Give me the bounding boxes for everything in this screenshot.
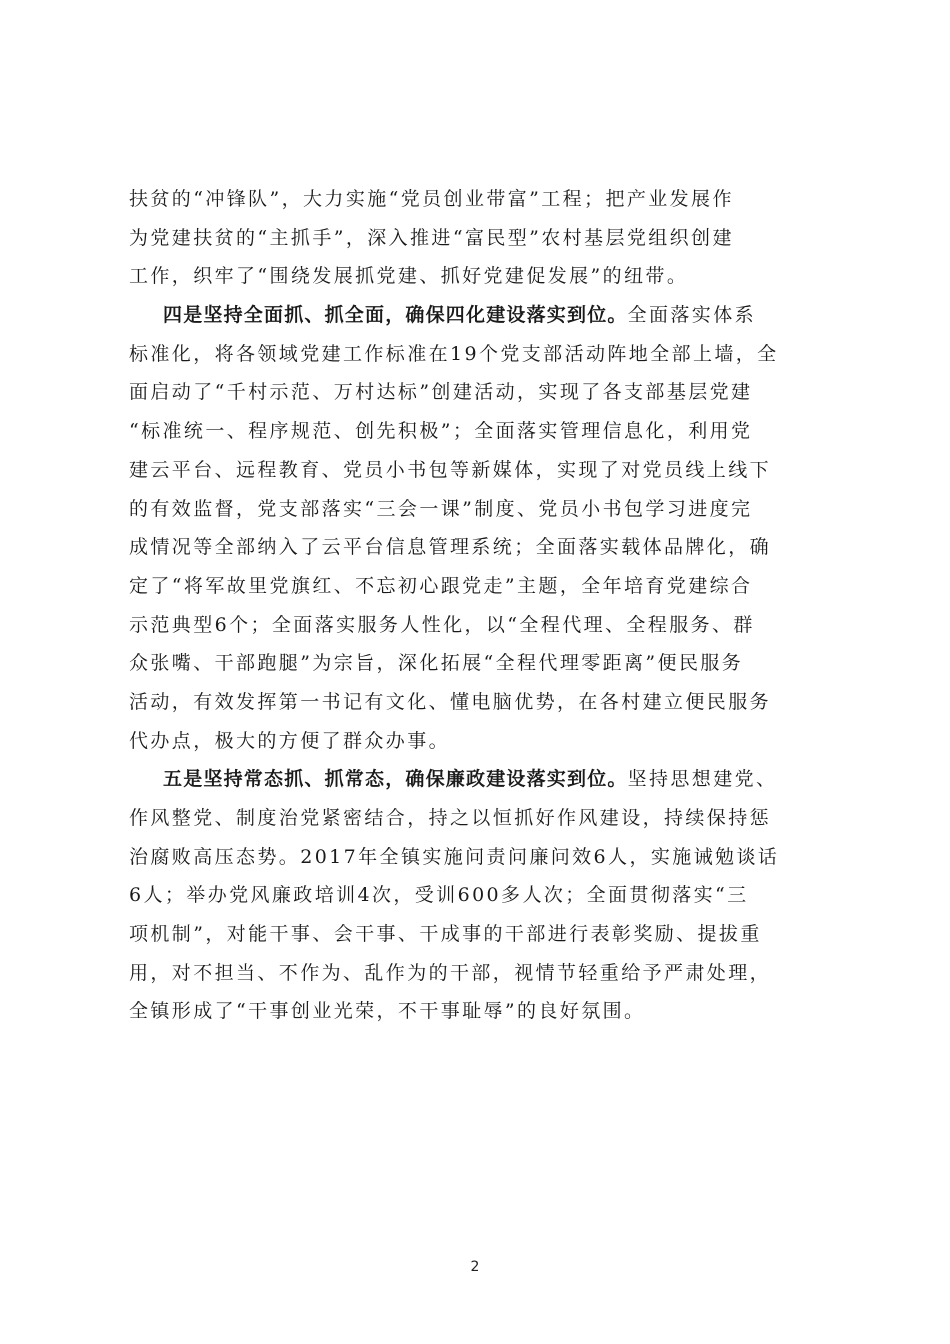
line-text: 标准化，将各领域党建工作标准在19个党支部活动阵地全部上墙，全 xyxy=(129,342,779,365)
line-text: “标准统一、程序规范、创先积极”；全面落实管理信息化，利用党 xyxy=(129,420,753,443)
paragraph-lead: 五是坚持常态抓、抓常态，确保廉政建设落实到位。 xyxy=(163,768,628,791)
line-text: 示范典型6个；全面落实服务人性化，以“全程代理、全程服务、群 xyxy=(129,613,755,636)
line-text: 坚持思想建党、 xyxy=(627,768,778,791)
text-line xyxy=(129,412,831,451)
line-text: 治腐败高压态势。2017年全镇实施问责问廉问效6人，实施诫勉谈话 xyxy=(129,845,780,868)
line-text: 的有效监督，党支部落实“三会一课”制度、党员小书包学习进度完 xyxy=(129,497,753,520)
text-line xyxy=(129,606,831,645)
text-line xyxy=(129,760,831,799)
line-text: 全镇形成了“干事创业光荣，不干事耻辱”的良好氛围。 xyxy=(129,1000,646,1023)
line-text: 项机制”，对能干事、会干事、干成事的干部进行表彰奖励、提拔重 xyxy=(129,923,762,946)
line-text: 全面落实体系 xyxy=(627,304,757,327)
line-text: 建云平台、远程教育、党员小书包等新媒体，实现了对党员线上线下 xyxy=(129,458,772,481)
line-text: 用，对不担当、不作为、乱作为的干部，视情节轻重给予严肃处理， xyxy=(129,961,772,984)
line-text: 众张嘴、干部跑腿”为宗旨，深化拓展“全程代理零距离”便民服务 xyxy=(129,652,744,675)
line-text: 工作，织牢了“围绕发展抓党建、抓好党建促发展”的纽带。 xyxy=(129,265,689,288)
text-line xyxy=(129,722,831,761)
text-line xyxy=(129,296,831,335)
text-line xyxy=(129,451,831,490)
paragraph-lead: 四是坚持全面抓、抓全面，确保四化建设落实到位。 xyxy=(163,304,628,327)
body-text xyxy=(129,180,831,1031)
text-line xyxy=(129,257,831,296)
text-line xyxy=(129,838,831,877)
text-line xyxy=(129,490,831,529)
text-line xyxy=(129,373,831,412)
line-text: 活动，有效发挥第一书记有文化、懂电脑优势，在各村建立便民服务 xyxy=(129,690,772,713)
text-line xyxy=(129,528,831,567)
text-line xyxy=(129,683,831,722)
line-text: 扶贫的“冲锋队”，大力实施“党员创业带富”工程；把产业发展作 xyxy=(129,188,734,210)
line-text: 代办点，极大的方便了群众办事。 xyxy=(129,729,451,752)
text-line xyxy=(129,954,831,993)
line-text: 6人；举办党风廉政培训4次，受训600多人次；全面贯彻落实“三 xyxy=(129,884,749,907)
text-line xyxy=(129,180,831,219)
line-text: 为党建扶贫的“主抓手”，深入推进“富民型”农村基层党组织创建 xyxy=(129,226,734,249)
line-text: 面启动了“千村示范、万村达标”创建活动，实现了各支部基层党建 xyxy=(129,381,753,404)
line-text: 定了“将军故里党旗红、不忘初心跟党走”主题，全年培育党建综合 xyxy=(129,574,753,597)
text-line xyxy=(129,567,831,606)
text-line xyxy=(129,876,831,915)
text-line xyxy=(129,992,831,1031)
line-text: 作风整党、制度治党紧密结合，持之以恒抓好作风建设，持续保持惩 xyxy=(129,807,772,829)
text-line xyxy=(129,644,831,683)
text-line xyxy=(129,799,831,838)
text-line xyxy=(129,219,831,258)
text-line xyxy=(129,335,831,374)
text-line xyxy=(129,915,831,954)
page-number: 2 xyxy=(470,1259,480,1275)
line-text: 成情况等全部纳入了云平台信息管理系统；全面落实载体品牌化，确 xyxy=(129,536,772,559)
